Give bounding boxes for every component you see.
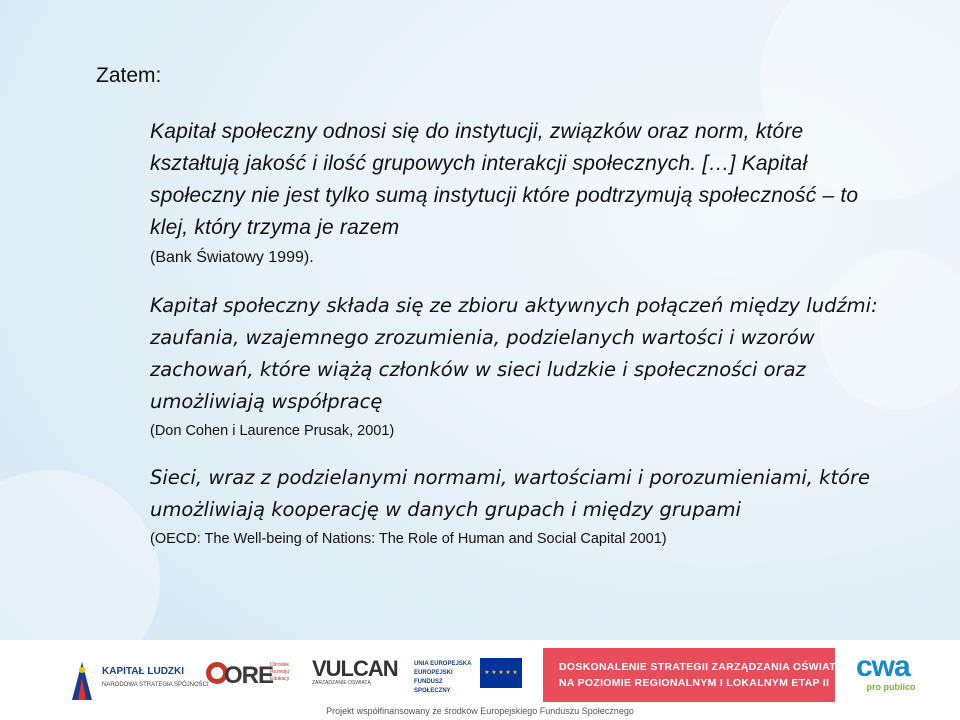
- cwa-subtitle: pro publico: [866, 682, 916, 692]
- cwa-logo: [856, 652, 926, 698]
- quote-citation: (OECD: The Well-being of Nations: The Role of Human and Social Capital 2001): [150, 531, 667, 547]
- project-banner: [543, 648, 844, 702]
- ore-subtitle: Ośrodek Rozwoju Edukacji: [270, 662, 290, 682]
- quote-text: Kapitał społeczny składa się ze zbioru aktywnych połączeń między ludźmi: zaufania, wzajemnego zrozumienia, podzielanych wartości i wzorów zachowań, które wiążą członków w sieci ludzkie i społeczności oraz umożliwiają współpracę: [150, 294, 878, 413]
- vulcan-name: VULCAN: [312, 656, 398, 681]
- kapital-ludzki-icon: [68, 660, 96, 702]
- kapital-ludzki-logo: [68, 658, 209, 704]
- sponsor-footer: [0, 640, 960, 720]
- quote-block-3: [150, 462, 890, 550]
- quote-citation: (Don Cohen i Laurence Prusak, 2001): [150, 423, 395, 439]
- vulcan-subtitle: ZARZĄDZANIE OŚWIATĄ: [312, 680, 371, 686]
- quote-block-2: [150, 290, 890, 442]
- quote-citation: (Bank Światowy 1999).: [150, 249, 314, 266]
- eu-flag-icon: [480, 658, 522, 688]
- ore-logo: [206, 658, 296, 698]
- banner-line-1: DOSKONALENIE STRATEGII ZARZĄDZANIA OŚWIATĄ: [559, 661, 844, 673]
- eu-stars-icon: ★ ★ ★ ★ ★: [484, 670, 518, 676]
- cwa-name: cwa: [856, 650, 910, 683]
- banner-line-2: NA POZIOMIE REGIONALNYM I LOKALNYM ETAP II: [559, 677, 830, 689]
- slide-title: Zatem:: [96, 64, 162, 87]
- quote-block-1: [150, 116, 890, 270]
- eu-name: UNIA EUROPEJSKA EUROPEJSKI FUNDUSZ SPOŁECZNY: [414, 661, 472, 694]
- eu-logo: [414, 654, 524, 702]
- quote-text: Sieci, wraz z podzielanymi normami, wartościami i porozumieniami, które umożliwiają kooperację w danych grupach i między grupami: [150, 466, 871, 521]
- ore-name: ORE: [224, 662, 274, 689]
- vulcan-logo: [312, 656, 398, 700]
- funding-note: Projekt współfinansowany ze środków Europejskiego Funduszu Społecznego: [326, 706, 634, 716]
- kapital-ludzki-subtitle: NARODOWA STRATEGIA SPÓJNOŚCI: [102, 682, 209, 688]
- kapital-ludzki-name: KAPITAŁ LUDZKI: [102, 666, 185, 677]
- quote-text: Kapitał społeczny odnosi się do instytucji, związków oraz norm, które kształtują jakość i ilość grupowych interakcji społecznych. […] Kapitał społeczny nie jest tylko sumą instytucji które podtrzymują społeczność – to klej, który trzyma je razem: [150, 120, 859, 239]
- quotes-body: [150, 116, 890, 550]
